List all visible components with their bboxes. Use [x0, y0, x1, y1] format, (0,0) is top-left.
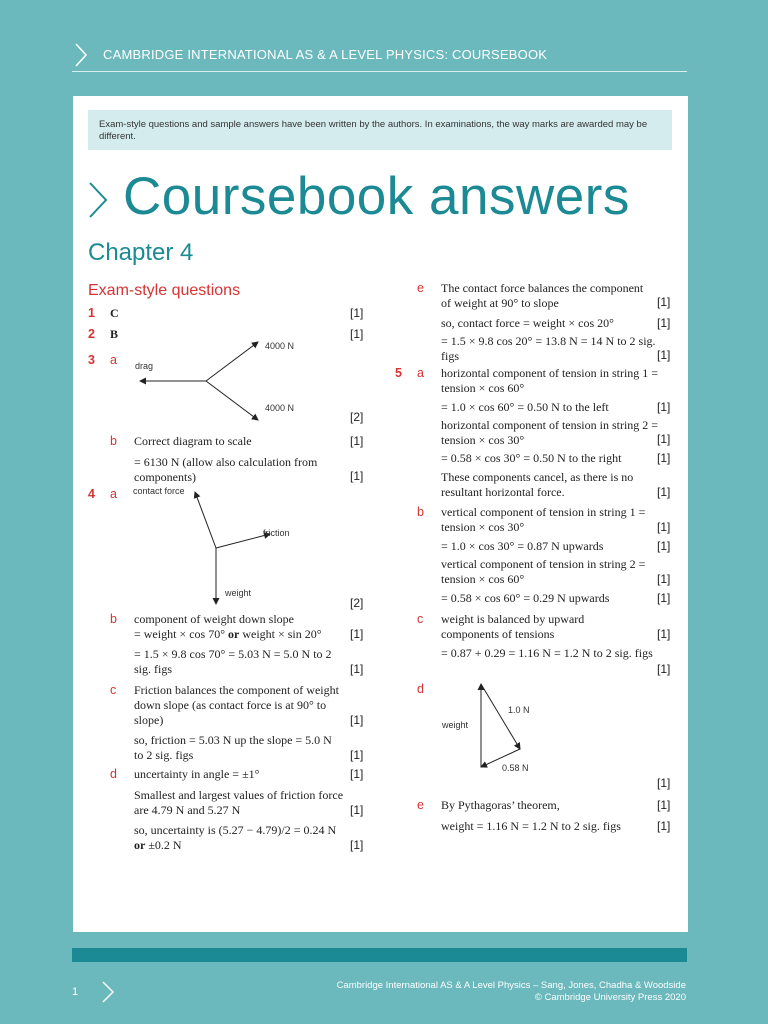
question-number: 1 [88, 306, 95, 320]
mark: [1] [350, 748, 364, 762]
answer-text: weight = 1.16 N = 1.2 N to 2 sig. figs [441, 819, 621, 833]
mark: [1] [350, 713, 364, 727]
answer-segment: = weight × cos 70° [134, 627, 228, 641]
mark: [1] [350, 434, 364, 448]
chevron-right-icon [70, 42, 96, 68]
answer-text: The contact force balances the component of weight at 90° to slope [441, 281, 644, 310]
mark: [1] [657, 572, 671, 586]
tension-vector-1 [481, 684, 520, 749]
part-letter: e [417, 281, 424, 295]
friction-label: friction [263, 528, 290, 538]
answer-text: = 0.58 × cos 60° = 0.29 N upwards [441, 591, 610, 605]
part-letter: c [110, 683, 117, 697]
mark: [1] [657, 819, 671, 833]
question-number: 5 [395, 366, 402, 380]
answer-text: These components cancel, as there is no resultant horizontal force. [441, 470, 634, 499]
part-letter: d [417, 682, 424, 696]
answer-text: = 1.5 × 9.8 cos 70° = 5.03 N = 5.0 N to 2 sig. figs [134, 647, 332, 676]
part-letter: a [110, 487, 117, 501]
answer-text: vertical component of tension in string 1 = tension × cos 30° [441, 505, 646, 534]
mark: [1] [657, 776, 671, 790]
mark: [1] [657, 591, 671, 605]
answer-text: Correct diagram to scale [134, 434, 252, 448]
footer-band [72, 948, 687, 962]
question-number: 3 [88, 353, 95, 367]
part-letter: e [417, 798, 424, 812]
answer-text: By Pythagoras’ theorem, [441, 798, 560, 812]
answer-text: = 1.0 × cos 60° = 0.50 N to the left [441, 400, 609, 414]
friction-arrow [216, 534, 270, 548]
page-sheet [73, 96, 688, 932]
mark: [1] [657, 520, 671, 534]
page-number: 1 [72, 986, 79, 998]
part-letter: a [110, 353, 117, 367]
question-number: 2 [88, 327, 95, 341]
mark: [1] [657, 798, 671, 812]
mark: [1] [657, 316, 671, 330]
mark: [1] [657, 662, 671, 676]
chevron-right-icon [100, 980, 116, 1004]
answer-text: so, contact force = weight × cos 20° [441, 316, 614, 330]
weight-label: weight [442, 720, 469, 730]
answer-text: so, friction = 5.03 N up the slope = 5.0 N to 2 sig. figs [134, 733, 332, 762]
mark: [1] [657, 451, 671, 465]
answer-text: = 0.58 × cos 30° = 0.50 N to the right [441, 451, 622, 465]
answer-text: Smallest and largest values of friction force are 4.79 N and 5.27 N [134, 788, 344, 817]
lower-force-arrow [206, 381, 258, 420]
contact-force-label: contact force [133, 486, 185, 496]
mark: [1] [350, 803, 364, 817]
mark: [1] [657, 348, 671, 362]
part-letter: b [110, 434, 117, 448]
mark: [1] [657, 627, 671, 641]
mark: [1] [350, 469, 364, 483]
part-letter: b [417, 505, 424, 519]
part-letter: b [110, 612, 117, 626]
answer-or: or [134, 838, 146, 852]
mark: [1] [350, 767, 364, 781]
footer-line: © Cambridge University Press 2020 [534, 992, 686, 1003]
mark: [1] [350, 306, 364, 320]
section-heading: Exam-style questions [88, 282, 241, 299]
upper-force-arrow [206, 342, 258, 381]
triangle-diagram-q5d [438, 678, 548, 778]
tension-label-2: 0.58 N [502, 763, 529, 773]
answer-text: Friction balances the component of weight down slope (as contact force is at 90° to slope) [134, 683, 339, 727]
mark: [1] [657, 400, 671, 414]
tension-label-1: 1.0 N [508, 705, 530, 715]
answer-text: = 6130 N (allow also calculation from components) [134, 455, 318, 484]
force-diagram-q4a [128, 480, 358, 610]
part-letter: d [110, 767, 117, 781]
answer-text: B [110, 327, 119, 341]
answer-segment: so, uncertainty is (5.27 − 4.79)/2 = 0.24 N [134, 823, 337, 837]
part-letter: c [417, 612, 424, 626]
answer-text [134, 823, 344, 853]
answer-text: weight is balanced by upward components of tensions [441, 612, 585, 641]
footer-line: Cambridge International AS & A Level Physics – Sang, Jones, Chadha & Woodside [336, 980, 686, 991]
header-rule [72, 71, 687, 72]
answer-text: = 0.87 + 0.29 = 1.16 N = 1.2 N to 2 sig. figs [441, 646, 653, 660]
answer-or: or [228, 627, 240, 641]
drag-label: drag [135, 361, 154, 371]
answer-segment: ±0.2 N [145, 838, 182, 852]
mark: [1] [657, 432, 671, 446]
mark: [1] [350, 662, 364, 676]
mark: [2] [350, 410, 364, 424]
answer-text: component of weight down slope [134, 612, 294, 626]
disclaimer-note: Exam-style questions and sample answers have been written by the authors. In examinations, the way marks are awarded may be different. [88, 110, 672, 150]
chevron-right-icon [87, 181, 109, 219]
page-title: Coursebook answers [123, 167, 630, 226]
running-header: CAMBRIDGE INTERNATIONAL AS & A LEVEL PHYSICS: COURSEBOOK [103, 47, 548, 62]
mark: [1] [350, 327, 364, 341]
part-letter: a [417, 366, 424, 380]
mark: [1] [657, 295, 671, 309]
answer-text: = 1.0 × cos 30° = 0.87 N upwards [441, 539, 604, 553]
mark: [2] [350, 596, 364, 610]
answer-text: uncertainty in angle = ±1° [134, 767, 260, 781]
mark: [1] [657, 485, 671, 499]
chapter-heading: Chapter 4 [88, 239, 194, 266]
answer-segment: weight × sin 20° [239, 627, 322, 641]
answer-text: horizontal component of tension in string 2 = tension × cos 30° [441, 418, 659, 447]
force-diagram-q3a [128, 330, 358, 425]
answer-text: vertical component of tension in string 2 = tension × cos 60° [441, 557, 646, 586]
mark: [1] [350, 838, 364, 852]
mark: [1] [350, 627, 364, 641]
answer-text: C [110, 306, 119, 320]
question-number: 4 [88, 487, 95, 501]
answer-text [134, 627, 349, 642]
weight-label: weight [225, 588, 252, 598]
contact-force-arrow [195, 492, 216, 548]
footer-credits [337, 980, 686, 1004]
force-label-top: 4000 N [265, 341, 295, 351]
answer-text: = 1.5 × 9.8 cos 20° = 13.8 N = 14 N to 2 sig. figs [441, 334, 656, 363]
answer-text: horizontal component of tension in string 1 = tension × cos 60° [441, 366, 659, 395]
force-label-bottom: 4000 N [265, 403, 295, 413]
mark: [1] [657, 539, 671, 553]
